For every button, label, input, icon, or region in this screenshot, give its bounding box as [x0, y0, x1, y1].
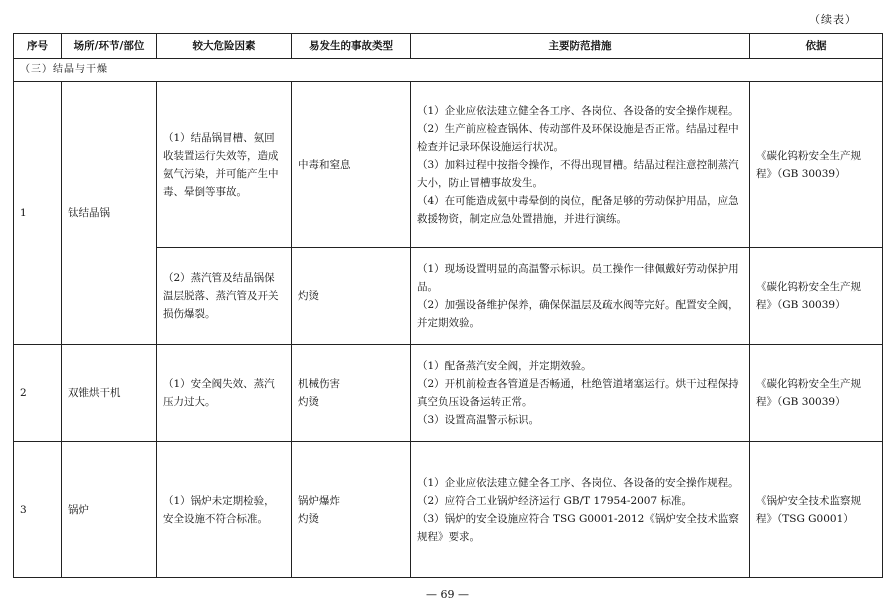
section-title: （三）结晶与干燥 — [14, 59, 883, 82]
row-place: 锅炉 — [62, 442, 157, 578]
row-no: 3 — [14, 442, 62, 578]
row-basis: 《碳化钨粉安全生产规程》（GB 30039） — [750, 82, 883, 248]
row-no: 2 — [14, 345, 62, 442]
header-accident-type: 易发生的事故类型 — [292, 34, 411, 59]
row-place: 双锥烘干机 — [62, 345, 157, 442]
row-measures: （1）企业应依法建立健全各工序、各岗位、各设备的安全操作规程。 （2）生产前应检查锅体、传动部件及环保设施是否正常。结晶过程中检查并记录环保设施运行状况。 （3）加料过程中按指令操作，不得出现冒槽。结晶过程注意控制蒸汽大小，防止冒槽事故发生。 （4）在可能造成氨中毒晕倒的岗位，配备足够的劳动保护用品，应急救援物资，制定应急处置措施，并进行演练。 — [411, 82, 750, 248]
row-basis: 《碳化钨粉安全生产规程》（GB 30039） — [750, 248, 883, 345]
header-basis: 依据 — [750, 34, 883, 59]
row-accident-type: 锅炉爆炸 灼烫 — [292, 442, 411, 578]
header-measures: 主要防范措施 — [411, 34, 750, 59]
table-row — [14, 442, 883, 578]
row-accident-type: 灼烫 — [292, 248, 411, 345]
row-measures: （1）企业应依法建立健全各工序、各岗位、各设备的安全操作规程。 （2）应符合工业锅炉经济运行 GB/T 17954-2007 标准。 （3）锅炉的安全设施应符合 TSG G0001-2012《锅炉安全技术监察规程》要求。 — [411, 442, 750, 578]
row-hazard: （1）锅炉未定期检验，安全设施不符合标准。 — [157, 442, 292, 578]
header-no: 序号 — [14, 34, 62, 59]
row-accident-type: 机械伤害 灼烫 — [292, 345, 411, 442]
row-accident-type: 中毒和窒息 — [292, 82, 411, 248]
header-row — [14, 34, 883, 59]
continued-label: （续表） — [809, 13, 857, 26]
page-number: — 69 — — [426, 588, 469, 601]
section-row — [14, 59, 883, 82]
header-place: 场所/环节/部位 — [62, 34, 157, 59]
row-basis: 《碳化钨粉安全生产规程》（GB 30039） — [750, 345, 883, 442]
row-hazard: （1）安全阀失效、蒸汽压力过大。 — [157, 345, 292, 442]
row-measures: （1）配备蒸汽安全阀，并定期效验。 （2）开机前检查各管道是否畅通，杜绝管道堵塞运行。烘干过程保持真空负压设备运转正常。 （3）设置高温警示标识。 — [411, 345, 750, 442]
row-hazard: （1）结晶锅冒槽、氨回收装置运行失效等，造成氨气污染，并可能产生中毒、晕倒等事故。 — [157, 82, 292, 248]
table-row — [14, 345, 883, 442]
row-hazard: （2）蒸汽管及结晶锅保温层脱落、蒸汽管及开关损伤爆裂。 — [157, 248, 292, 345]
table-row — [14, 82, 883, 248]
row-basis: 《锅炉安全技术监察规程》（TSG G0001） — [750, 442, 883, 578]
row-measures: （1）现场设置明显的高温警示标识。员工操作一律佩戴好劳动保护用品。 （2）加强设备维护保养，确保保温层及疏水阀等完好。配置安全阀，并定期效验。 — [411, 248, 750, 345]
hazard-table — [13, 33, 883, 578]
header-hazard: 较大危险因素 — [157, 34, 292, 59]
row-no: 1 — [14, 82, 62, 345]
row-place: 钛结晶锅 — [62, 82, 157, 345]
